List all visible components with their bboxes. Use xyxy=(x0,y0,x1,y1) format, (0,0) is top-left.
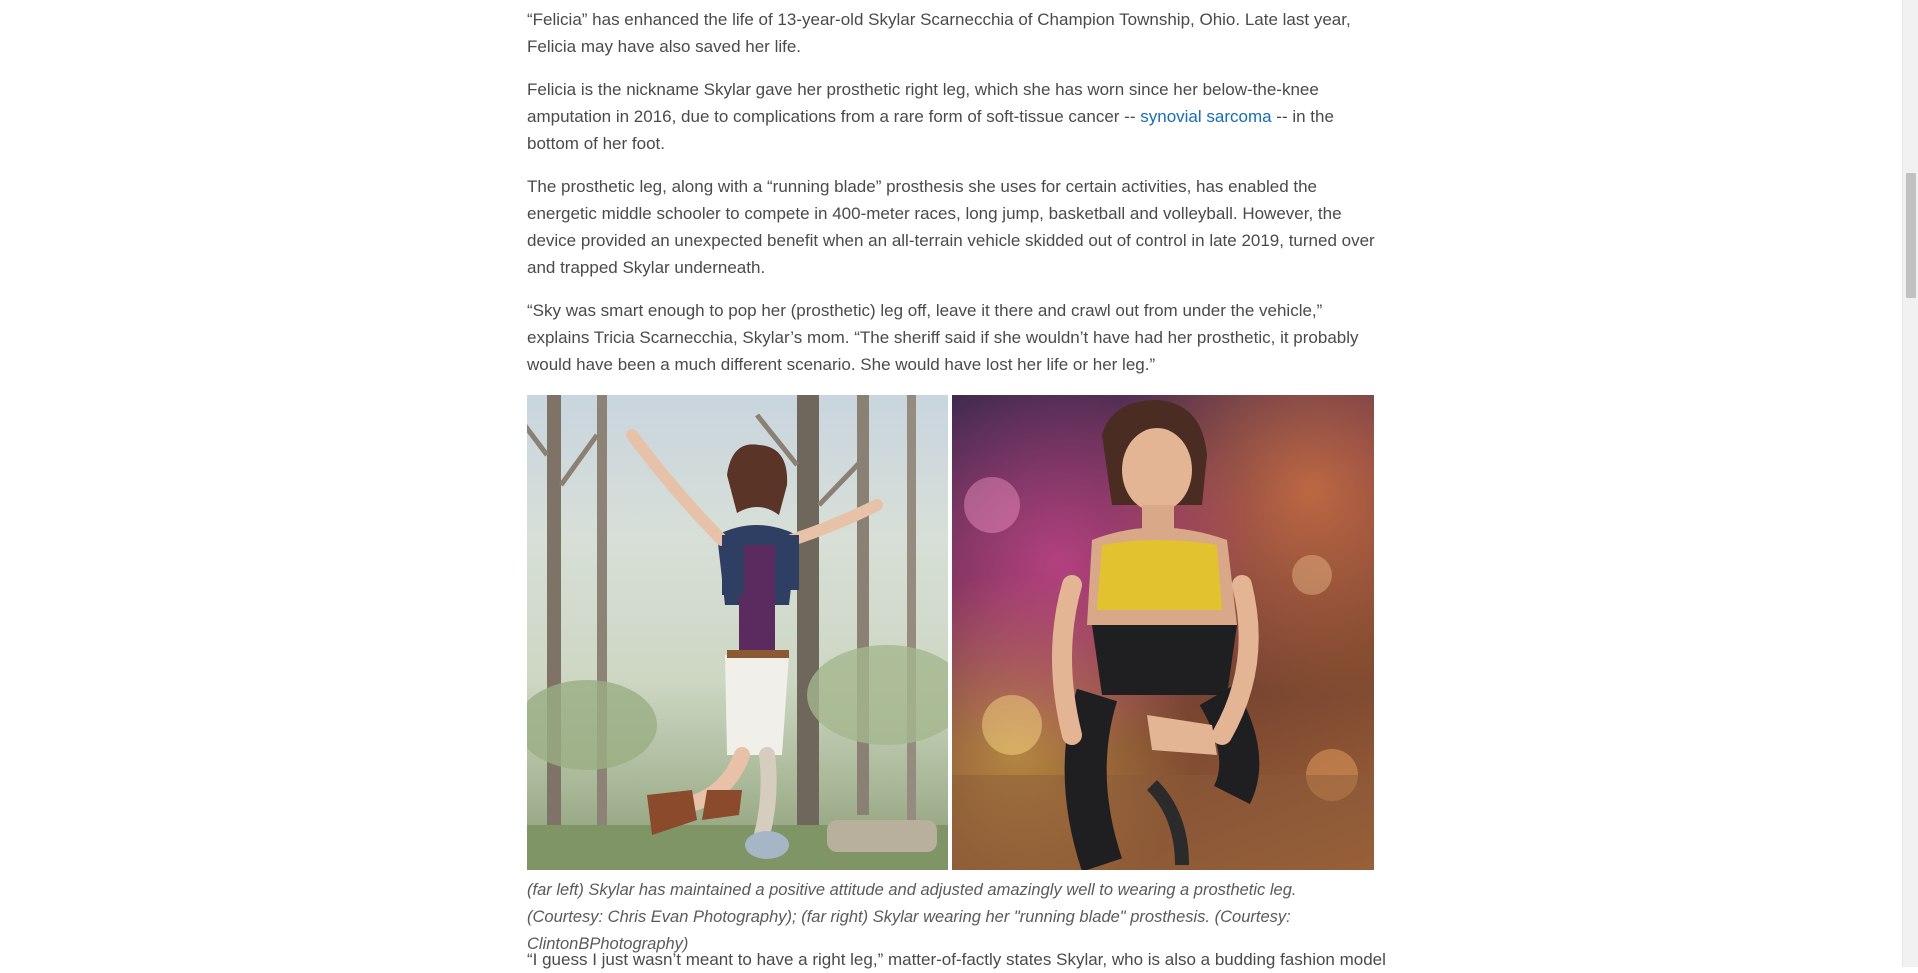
photo-running-blade xyxy=(952,395,1374,870)
article-paragraph-3: The prosthetic leg, along with a “running blade” prosthesis she uses for certain activities, has enabled the energetic middle schooler to compete in 400-meter races, long jump, basketball and volleyball. However, the device provided an unexpected benefit when an all-terrain vehicle skidded out of control in late 2019, turned over and trapped Skylar underneath. xyxy=(527,177,1375,277)
figure-caption: (far left) Skylar has maintained a positive attitude and adjusted amazingly well to wearing a prosthetic leg. (Courtesy: Chris Evan Photography); (far right) Skylar wearing her "running blade" prosthesis. (Courtesy: ClintonBPhotography) xyxy=(527,881,1297,953)
vertical-scrollbar[interactable] xyxy=(1902,0,1918,967)
synovial-sarcoma-link[interactable]: synovial sarcoma xyxy=(1140,107,1272,126)
article-paragraph-1: “Felicia” has enhanced the life of 13-year-old Skylar Scarnecchia of Champion Township, Ohio. Late last year, Felicia may have also saved her life. xyxy=(527,10,1351,56)
photo-jumping xyxy=(527,395,948,870)
photo-jumping-illustration xyxy=(527,395,948,870)
article-figure xyxy=(527,395,1374,870)
photo-running-blade-illustration xyxy=(952,395,1374,870)
paragraph-2-text-before: Felicia is the nickname Skylar gave her prosthetic right leg, which she has worn since her below-the-knee amputation in 2016, due to complications from a rare form of soft-tissue cancer -- xyxy=(527,80,1319,126)
scrollbar-thumb[interactable] xyxy=(1906,173,1916,298)
article-paragraph-4: “Sky was smart enough to pop her (prosthetic) leg off, leave it there and crawl out from under the vehicle,” explains Tricia Scarnecchia, Skylar’s mom. “The sheriff said if she wouldn’t have had her prosthetic, it probably would have been a much different scenario. She would have lost her life or her leg.” xyxy=(527,301,1359,374)
paragraph-2-text-after: -- in the bottom of her foot. xyxy=(527,107,1334,153)
article-paragraph-2 xyxy=(527,76,1375,157)
article-paragraph-5: “I guess I just wasn’t meant to have a right leg,” matter-of-factly states Skylar, who is also a budding fashion model xyxy=(527,950,1386,969)
